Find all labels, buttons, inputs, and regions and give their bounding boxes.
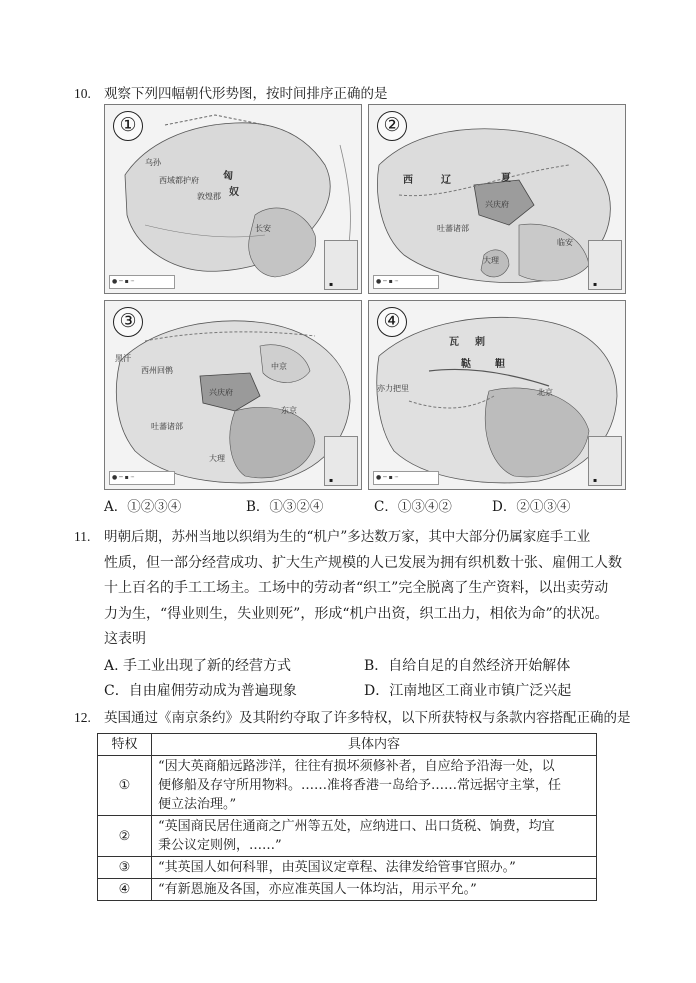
q10-number: 10. bbox=[74, 86, 91, 101]
table-header-content: 具体内容 bbox=[152, 734, 597, 756]
q11-line-1 bbox=[74, 527, 590, 547]
map-3-label: 兴庆府 bbox=[209, 388, 233, 397]
q11-option-c[interactable]: C．自由雇佣劳动成为普遍现象 bbox=[104, 683, 297, 699]
map-3-label: 黑汗 bbox=[115, 354, 131, 363]
map-4-label: 北京 bbox=[537, 388, 553, 397]
map-1-label: 乌孙 bbox=[145, 158, 161, 167]
q12-stem-line bbox=[74, 708, 631, 728]
q11-option-a[interactable]: A. 手工业出现了新的经营方式 bbox=[104, 658, 292, 674]
map-1-inset: ▪ bbox=[324, 240, 358, 290]
table-row bbox=[98, 816, 597, 857]
row-number: ③ bbox=[98, 857, 152, 879]
q10-option-d[interactable]: D．②①③④ bbox=[492, 499, 571, 515]
map-3-number: ③ bbox=[113, 307, 143, 337]
map-4-label: 亦力把里 bbox=[377, 384, 409, 393]
map-1-legend: ● ─ ▪ ┄ bbox=[109, 275, 175, 289]
map-4-legend: ● ─ ▪ ┄ bbox=[373, 471, 439, 485]
row-number: ④ bbox=[98, 879, 152, 901]
map-1-label: 匈 bbox=[223, 171, 237, 182]
row-content-line: 便立法治理。” bbox=[158, 797, 237, 812]
map-4-label: 鞑 bbox=[461, 359, 475, 370]
map-3-inset: ▪ bbox=[324, 436, 358, 486]
table-row bbox=[98, 879, 597, 901]
row-content bbox=[152, 816, 597, 857]
q12-table bbox=[97, 733, 597, 901]
table-row bbox=[98, 756, 597, 816]
map-2-label: 夏 bbox=[501, 173, 515, 184]
map-1-label: 敦煌郡 bbox=[197, 192, 221, 201]
q11-text-line: 明朝后期，苏州当地以织绢为生的“机户”多达数万家，其中大部分仍属家庭手工业 bbox=[104, 529, 591, 545]
map-4-label: 刺 bbox=[475, 337, 489, 348]
row-content-line: “有新恩施及各国，亦应准英国人一体均沾，用示平允。” bbox=[158, 882, 477, 897]
map-2-label: 兴庆府 bbox=[485, 200, 509, 209]
q11-number: 11. bbox=[74, 529, 91, 544]
map-2-label: 西 bbox=[403, 175, 417, 186]
row-content bbox=[152, 756, 597, 816]
map-2-label: 大理 bbox=[483, 256, 499, 265]
row-content bbox=[152, 857, 597, 879]
q11-option-b[interactable]: B．自给自足的自然经济开始解体 bbox=[364, 658, 571, 674]
row-content-line: “因大英商船远路涉洋，往往有损坏须修补者，自应给予沿海一处，以 bbox=[158, 759, 555, 774]
table-header-row bbox=[98, 734, 597, 756]
map-4 bbox=[368, 300, 626, 490]
map-4-number: ④ bbox=[377, 307, 407, 337]
map-2 bbox=[368, 104, 626, 294]
q10-option-a[interactable]: A．①②③④ bbox=[104, 499, 182, 515]
map-2-label: 吐蕃诸部 bbox=[437, 224, 469, 233]
map-3-label: 大理 bbox=[209, 454, 225, 463]
table-row bbox=[98, 857, 597, 879]
map-4-label: 瓦 bbox=[449, 337, 463, 348]
row-number: ② bbox=[98, 816, 152, 857]
map-1-number: ① bbox=[113, 111, 143, 141]
map-4-label: 靼 bbox=[495, 359, 509, 370]
q11-text-line: 力为生，“得业则生，失业则死”，形成“机户出资，织工出力，相依为命”的状况。 bbox=[104, 606, 609, 622]
row-content-line: 秉公议定则例，……” bbox=[158, 838, 282, 853]
q10-option-c[interactable]: C．①③④② bbox=[374, 499, 452, 515]
q10-stem: 观察下列四幅朝代形势图，按时间排序正确的是 bbox=[104, 86, 388, 102]
row-content-line: “其英国人如何科罪，由英国议定章程、法律发给管事官照办。” bbox=[158, 860, 516, 875]
q11-text-line: 性质，但一部分经营成功、扩大生产规模的人已发展为拥有织机数十张、雇佣工人数 bbox=[104, 555, 622, 571]
map-3 bbox=[104, 300, 362, 490]
map-1-label: 西域都护府 bbox=[159, 176, 199, 185]
row-content-line: 便修船及存守所用物料。……准将香港一岛给予……常远据守主掌，任 bbox=[158, 778, 562, 793]
table-header-privilege: 特权 bbox=[98, 734, 152, 756]
map-3-label: 中京 bbox=[271, 362, 287, 371]
map-1-label: 长安 bbox=[255, 224, 271, 233]
q11-text-line: 十上百名的手工工场主。工场中的劳动者“织工”完全脱离了生产资料，以出卖劳动 bbox=[104, 580, 609, 596]
q12-stem: 英国通过《南京条约》及其附约夺取了许多特权，以下所获特权与条款内容搭配正确的是 bbox=[104, 710, 631, 726]
row-content bbox=[152, 879, 597, 901]
q12-number: 12. bbox=[74, 710, 91, 725]
map-1-label: 奴 bbox=[229, 187, 243, 198]
q11-text-line: 这表明 bbox=[104, 631, 146, 647]
q10-option-b[interactable]: B．①③②④ bbox=[246, 499, 324, 515]
map-2-label: 临安 bbox=[557, 238, 573, 247]
q11-option-d[interactable]: D．江南地区工商业市镇广泛兴起 bbox=[364, 683, 572, 699]
map-2-number: ② bbox=[377, 111, 407, 141]
q10-stem-line bbox=[74, 84, 388, 104]
map-2-legend: ● ─ ▪ ┄ bbox=[373, 275, 439, 289]
map-3-label: 东京 bbox=[281, 406, 297, 415]
map-3-legend: ● ─ ▪ ┄ bbox=[109, 471, 175, 485]
map-4-inset: ▪ bbox=[588, 436, 622, 486]
map-2-label: 辽 bbox=[441, 175, 455, 186]
map-3-label: 吐蕃诸部 bbox=[151, 422, 183, 431]
map-2-inset: ▪ bbox=[588, 240, 622, 290]
row-number: ① bbox=[98, 756, 152, 816]
row-content-line: “英国商民居住通商之广州等五处，应纳进口、出口货税、饷费，均宜 bbox=[158, 819, 555, 834]
map-3-label: 西州回鹘 bbox=[141, 366, 173, 375]
map-1 bbox=[104, 104, 362, 294]
